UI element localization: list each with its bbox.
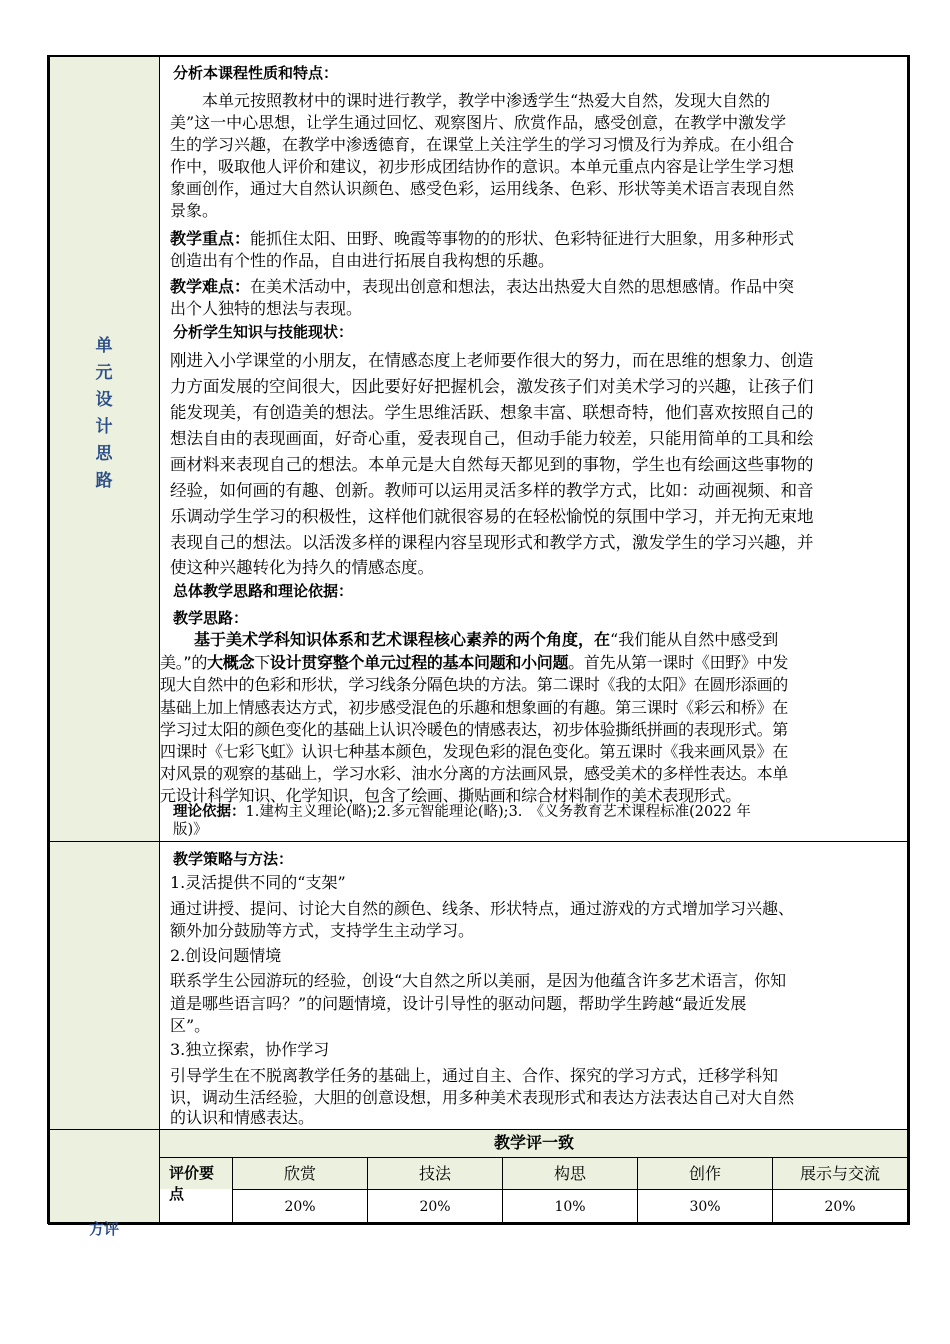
- student-analysis-heading: 分析学生知识与技能现状：: [173, 323, 354, 341]
- table-left-border: [47, 55, 50, 1224]
- eval-divider-1: [160, 1157, 908, 1158]
- eval-weight: 20%: [824, 1199, 856, 1215]
- thinking-label: 教学思路：: [173, 609, 249, 627]
- big-concept: 大概念: [207, 653, 255, 672]
- table-top-border: [48, 55, 910, 57]
- strategy-item-title: 3.独立探索，协作学习: [170, 1040, 330, 1059]
- eval-row-label-line: 评价要: [169, 1164, 215, 1182]
- eval-col-header: 技法: [418, 1164, 451, 1183]
- eval-title: 教学评一致: [493, 1133, 574, 1152]
- thinking-line: 学习过太阳的颜色变化的基础上认识冷暖色的情感表达，初步体验撕纸拼画的表现形式。第: [160, 720, 789, 739]
- key-points-line: 创造出有个性的作品，自由进行拓展自我构想的乐趣。: [170, 251, 555, 270]
- eval-row-label-line: 点: [169, 1185, 185, 1203]
- strategy-heading: 教学策略与方法：: [173, 850, 294, 868]
- thinking-line: 四课时《七彩飞虹》认识七种基本颜色，发现色彩的混色变化。第五课时《我来画风景》在: [160, 742, 789, 761]
- column-divider: [159, 55, 160, 1224]
- unit-design-char: 计: [95, 417, 113, 437]
- eval-weight: 20%: [419, 1199, 451, 1215]
- student-analysis-line: 表现自己的想法。以活泼多样的课程内容呈现形式和教学方式，激发学生的学习兴趣，并: [170, 533, 814, 552]
- theory-line: 版)》: [173, 822, 208, 838]
- thinking-part: 美。”的: [160, 653, 208, 672]
- thinking-line: 基础上加上情感表达方式，初步感受混色的乐趣和想象画的有趣。第三课时《彩云和桥》在: [160, 698, 789, 717]
- eval-col-header: 构思: [553, 1164, 586, 1183]
- student-analysis-line: 刚进入小学课堂的小朋友，在情感态度上老师要作很大的努力，而在思维的想象力、创造: [170, 351, 814, 370]
- row-divider-1: [48, 841, 908, 842]
- student-analysis-line: 乐调动学生学习的积极性，这样他们就很容易的在轻松愉悦的氛围中学习，并无拘无束地: [170, 507, 814, 526]
- design-phrase: 设计贯穿整个单元过程的基本问题和小问题: [269, 653, 569, 672]
- student-analysis-line: 使这种兴趣转化为持久的情感态度。: [170, 558, 434, 577]
- student-analysis-line: 想法自由的表现画面，好奇心重，爱表现自己，但动手能力较差，只能用简单的工具和绘: [170, 429, 814, 448]
- thinking-line: 对风景的观察的基础上，学习水彩、油水分离的方法画风景，感受美术的多样性表达。本单: [160, 764, 789, 783]
- theory-basis: [173, 803, 751, 821]
- student-analysis-line: 经验，如何画的有趣、创新。教师可以运用灵活多样的教学方式，比如：动画视频、和音: [170, 481, 814, 500]
- eval-divider-2: [232, 1189, 908, 1190]
- unit-design-char: 设: [95, 390, 113, 410]
- strategy-item-line: 识，调动生活经验，大胆的创意设想，用多种美术表现形式和表达方法表达自己对大自然: [170, 1088, 795, 1107]
- thinking-line: 元设计科学知识、化学知识，包含了绘画、撕贴画和综合材料制作的美术表现形式。: [160, 786, 741, 805]
- thinking-line-1: [162, 627, 778, 652]
- thinking-part: 。首先从第一课时《田野》中发: [568, 653, 789, 672]
- overall-heading: 总体教学思路和理论依据：: [173, 582, 354, 600]
- strategy-item-line: 的认识和情感表达。: [170, 1108, 315, 1127]
- strategy-item-title: 2.创设问题情境: [170, 946, 282, 965]
- thinking-part: 下: [254, 653, 270, 672]
- eval-weight: 10%: [554, 1199, 586, 1215]
- unit-design-char: 单: [95, 336, 113, 356]
- eval-col-header: 展示与交流: [799, 1164, 880, 1183]
- key-points-line: 能抓住太阳、田野、晚霞等事物的的形状、色彩特征进行大胆象，用多种形式: [250, 229, 795, 248]
- student-analysis-line: 画材料来表现自己的想法。本单元是大自然每天都见到的事物，学生也有绘画这些事物的: [170, 455, 814, 474]
- thinking-line: 现大自然中的色彩和形状，学习线条分隔色块的方法。第二课时《我的太阳》在圆形添画的: [160, 675, 789, 694]
- student-analysis-line: 力方面发展的空间很大，因此要好好把握机会，激发孩子们对美术学习的兴趣，让孩子们: [170, 377, 814, 396]
- table-bottom-border: [48, 1222, 910, 1225]
- course-analysis-line: 景象。: [170, 201, 219, 220]
- course-analysis-line: 美”这一中心思想，让学生通过回忆、观察图片、欣赏作品，感受创意，在教学中激发学: [170, 113, 787, 132]
- eval-row-label: [169, 1163, 214, 1205]
- unit-design-label: [48, 333, 160, 495]
- thinking-rest: “我们能从自然中感受到: [610, 630, 779, 649]
- strategy-item-title: 1.灵活提供不同的“支架”: [170, 873, 346, 892]
- strategy-item-line: 额外加分鼓励等方式，支持学生主动学习。: [170, 921, 475, 940]
- theory-label: 理论依据：: [173, 804, 246, 820]
- course-analysis-heading: 分析本课程性质和特点：: [173, 64, 339, 82]
- eval-weight: 20%: [284, 1199, 316, 1215]
- strategy-item-line: 区”。: [170, 1016, 211, 1035]
- difficulties-line: 出个人独特的想法与表现。: [170, 299, 363, 318]
- unit-design-char: 元: [95, 363, 113, 383]
- strategy-item-line: 引导学生在不脱离教学任务的基础上，通过自主、合作、探究的学习方式，迁移学科知: [170, 1066, 779, 1085]
- eval-col-header: 欣赏: [283, 1164, 316, 1183]
- eval-weight: 30%: [689, 1199, 721, 1215]
- difficulties-line: 在美术活动中，表现出创意和想法，表达出热爱大自然的思想感情。作品中突: [250, 277, 795, 296]
- course-analysis-line: 作中，吸取他人评价和建议，初步形成团结协作的意识。本单元重点内容是让学生学习想: [170, 157, 795, 176]
- strategy-item-line: 通过讲授、提问、讨论大自然的颜色、线条、形状特点，通过游戏的方式增加学习兴趣、: [170, 899, 795, 918]
- thinking-bold: 基于美术学科知识体系和艺术课程核心素养的两个角度，: [162, 630, 595, 649]
- unit-design-char: 路: [95, 471, 113, 491]
- thinking-mid: 在: [594, 630, 611, 649]
- student-analysis-line: 能发现美，有创造美的想法。学生思维活跃、想象丰富、联想奇特，他们喜欢按照自己的: [170, 403, 814, 422]
- course-analysis-line: 本单元按照教材中的课时进行教学，教学中渗透学生“热爱大自然，发现大自然的: [170, 91, 771, 110]
- theory-line: 1.建构主义理论(略);2.多元智能理论(略);3. 《义务教育艺术课程标准(2022 年: [245, 804, 751, 820]
- unit-design-char: 思: [95, 444, 113, 464]
- course-analysis-line: 象画创作，通过大自然认识颜色、感受色彩，运用线条、色彩、形状等美术语言表现自然: [170, 179, 795, 198]
- method-eval-label: 方评: [88, 1220, 119, 1238]
- strategy-item-line: 联系学生公园游玩的经验，创设“大自然之所以美丽，是因为他蕴含许多艺术语言，你知: [170, 971, 787, 990]
- eval-col-header: 创作: [688, 1164, 721, 1183]
- left-column-top: [48, 56, 160, 1224]
- strategy-item-line: 道是哪些语言吗？”的问题情境，设计引导性的驱动问题，帮助学生跨越“最近发展: [170, 994, 747, 1013]
- difficulties-label: 教学难点：: [170, 277, 251, 296]
- table-right-border: [907, 55, 910, 1224]
- key-points-label: 教学重点：: [170, 229, 251, 248]
- course-analysis-line: 生的学习兴趣，在教学中渗透德育，在课堂上关注学生的学习习惯及行为养成。在小组合: [170, 135, 795, 154]
